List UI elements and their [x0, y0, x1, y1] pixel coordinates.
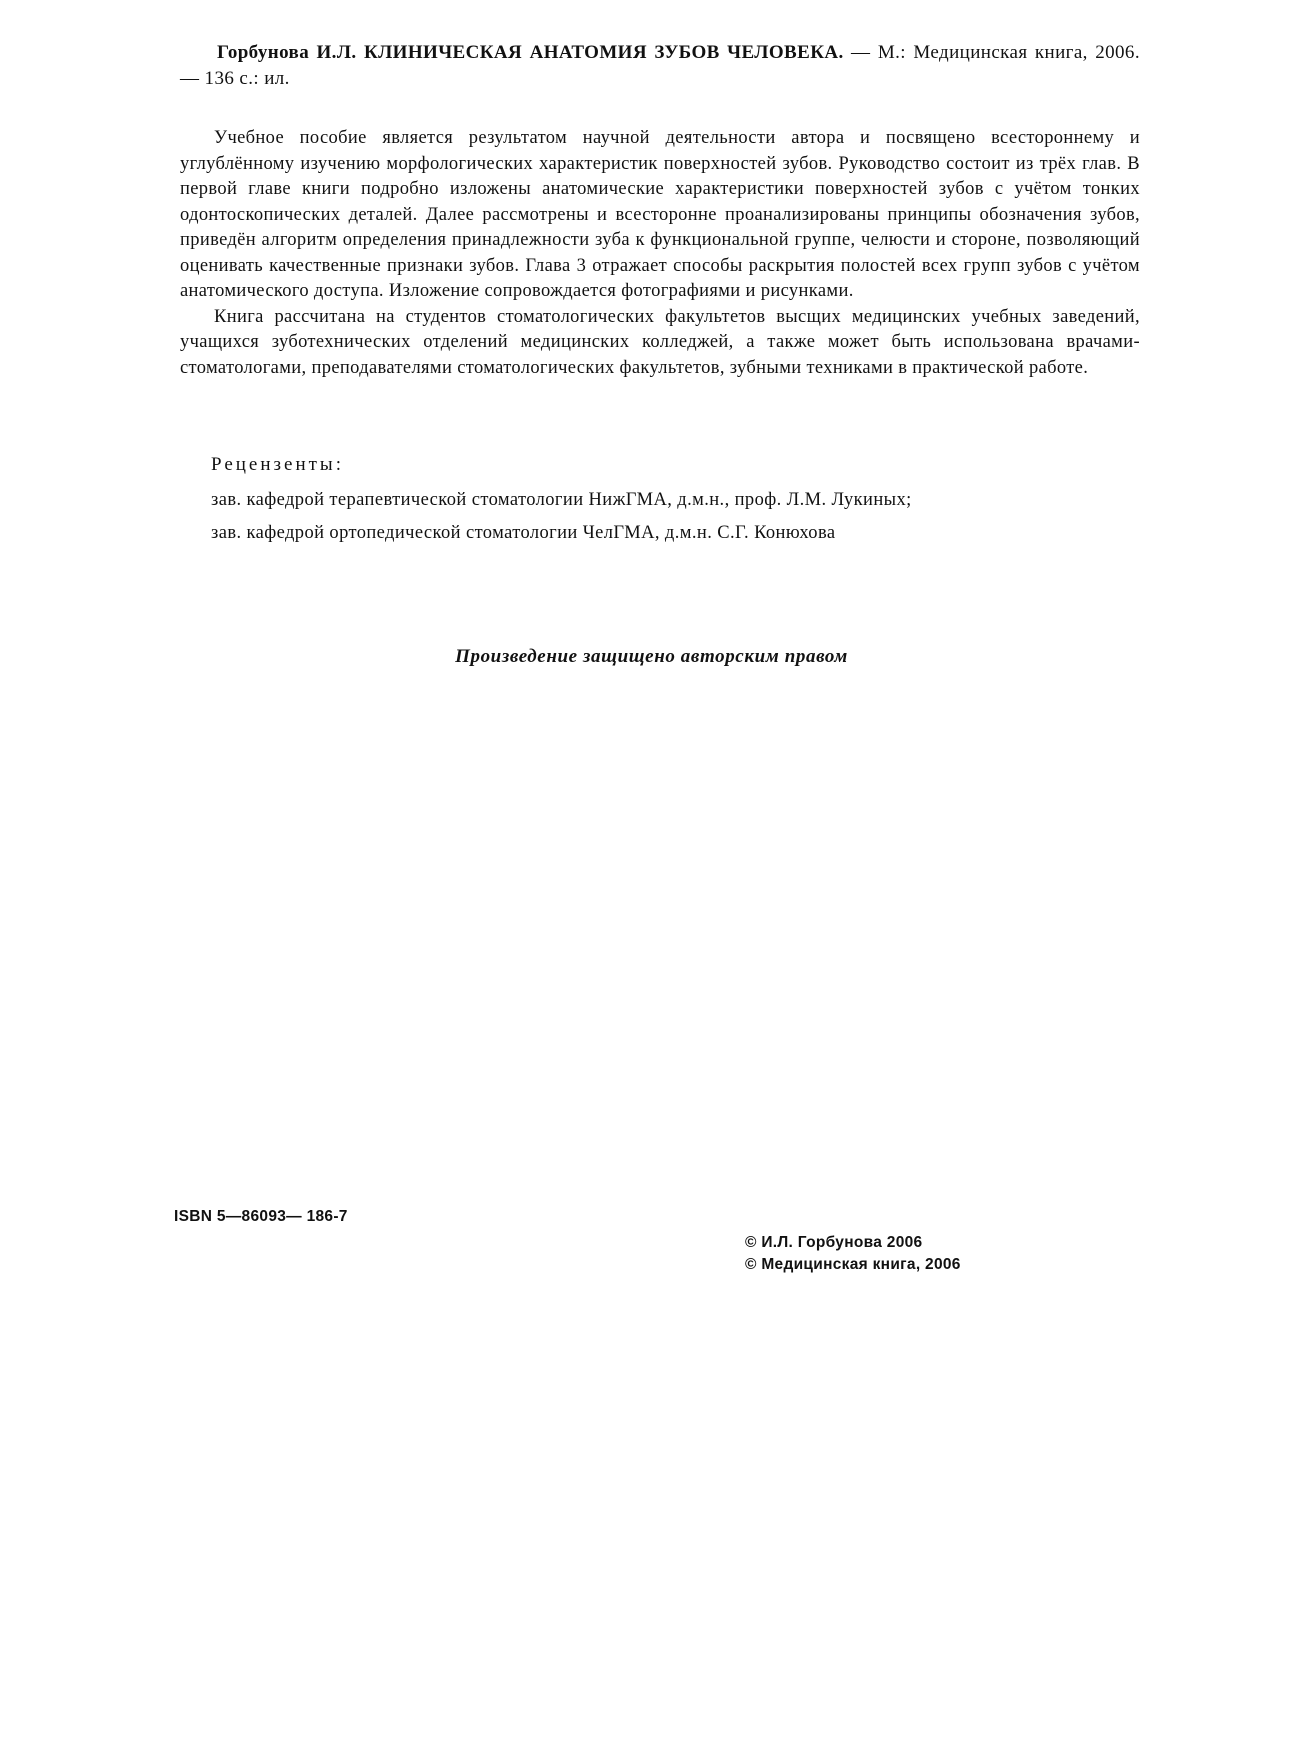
reviewer-item: зав. кафедрой ортопедической стоматологии ЧелГМА, д.м.н. С.Г. Конюхова [211, 523, 836, 543]
copyright-line: © И.Л. Горбунова 2006 [745, 1234, 923, 1251]
annotation [180, 126, 1140, 381]
bibliographic-record [180, 40, 1140, 92]
copyright-notice: Произведение защищено авторским правом [455, 646, 848, 667]
author-title: Горбунова И.Л. КЛИНИЧЕСКАЯ АНАТОМИЯ ЗУБОВ ЧЕЛОВЕКА. [217, 42, 844, 63]
copyright-lines [745, 1232, 961, 1276]
reviewer-item: зав. кафедрой терапевтической стоматологии НижГМА, д.м.н., проф. Л.М. Лукиных; [211, 490, 912, 510]
annotation-paragraph: Учебное пособие является результатом научной деятельности автора и посвящено всестороннему и углублённому изучению морфологических характеристик поверхностей зубов. Руководство состоит из трёх глав. В первой главе книги подробно изложены анатомические характеристики поверхностей зубов с учётом тонких одонтоскопических деталей. Далее рассмотрены и всесторонне проанализированы принципы обозначения зубов, приведён алгоритм определения принадлежности зуба к функциональной группе, челюсти и стороне, позволяющий оценивать качественные признаки зубов. Глава 3 отражает способы раскрытия полостей всех групп зубов с учётом анатомического доступа. Изложение сопровождается фотографиями и рисунками. [180, 128, 1140, 301]
isbn: ISBN 5—86093— 186-7 [174, 1208, 348, 1225]
copyright-line: © Медицинская книга, 2006 [745, 1256, 961, 1273]
reviewers-heading: Рецензенты: [211, 454, 344, 475]
imprint: — М.: Медицинская книга, 2006. — 136 с.: ил. [180, 42, 1140, 89]
annotation-paragraph: Книга рассчитана на студентов стоматологических факультетов высщих медицинских учебных заведений, учащихся зуботехнических отделений медицинских колледжей, а также может быть использована врачами-стоматологами, преподавателями стоматологических факультетов, зубными техниками в практической работе. [180, 306, 1140, 378]
